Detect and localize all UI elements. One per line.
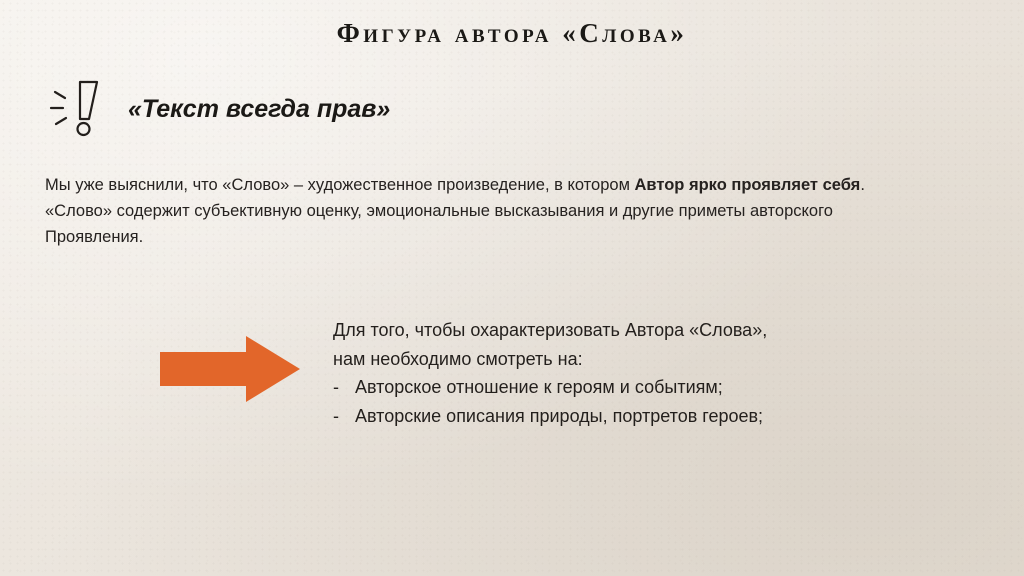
paragraph-part-2: . «Слово» содержит субъективную оценку, эмоциональные высказывания и другие приметы авторского Проявления. [45, 176, 865, 246]
list-item [333, 402, 953, 431]
list-item [333, 373, 953, 402]
quote-text: «Текст всегда прав» [128, 94, 391, 123]
callout-block [333, 316, 953, 430]
page-title: Фигура автора «Слова» [336, 18, 688, 48]
callout-bullet-list [333, 373, 953, 430]
callout-line-1: Для того, чтобы охарактеризовать Автора «Слова», [333, 320, 768, 340]
bullet-dash: - [333, 377, 339, 397]
bullet-dash: - [333, 405, 339, 426]
paragraph-part-1: Мы уже выяснили, что «Слово» – художественное произведение, в котором [45, 176, 635, 194]
intro-paragraph [45, 172, 925, 250]
exclamation-mark-icon [40, 72, 114, 146]
paragraph-bold-phrase: Автор ярко проявляет себя [634, 176, 861, 194]
bullet-text: Авторское отношение к героям и событиям; [355, 377, 723, 397]
right-arrow-icon [160, 336, 300, 402]
callout-line-2: нам необходимо смотреть на: [333, 348, 583, 369]
bullet-text: Авторские описания природы, портретов героев; [355, 405, 764, 426]
quote-block [40, 72, 390, 146]
